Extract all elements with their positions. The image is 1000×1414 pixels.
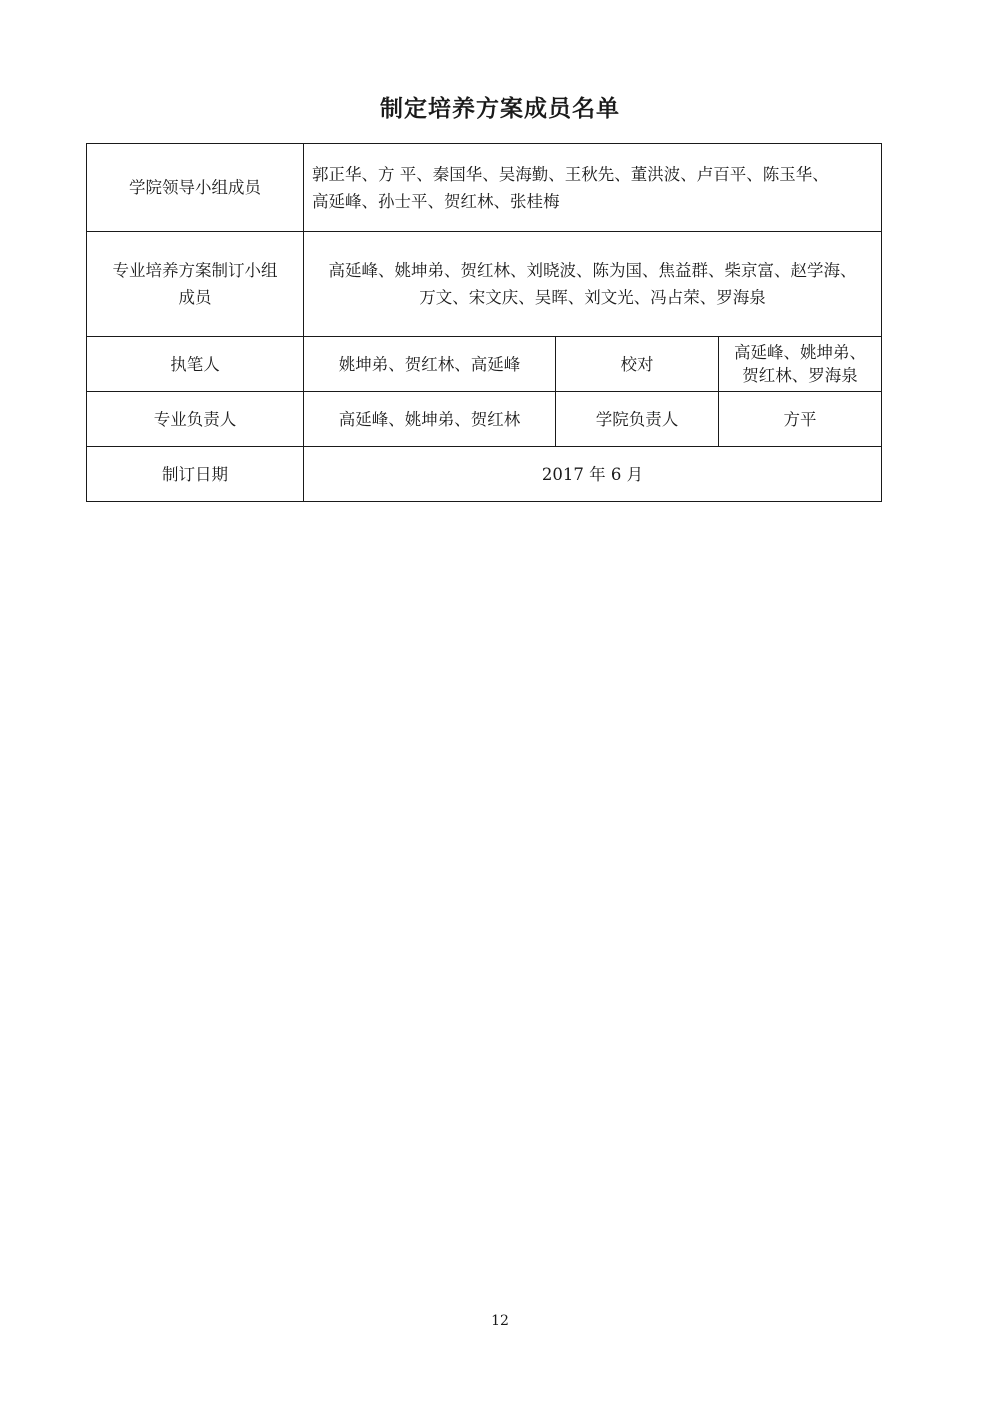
leadership-label: 学院领导小组成员	[129, 178, 261, 197]
leadership-members-line1: 郭正华、方 平、秦国华、吴海勤、王秋先、董洪波、卢百平、陈玉华、	[312, 164, 829, 184]
document-title: 制定培养方案成员名单	[380, 96, 620, 122]
date-label-cell	[87, 447, 304, 502]
leadership-members-cell	[304, 144, 882, 232]
leadership-members-line2: 高延峰、孙士平、贺红林、张桂梅	[312, 191, 560, 211]
proofread-label-cell	[556, 337, 719, 392]
date-value-cell	[304, 447, 882, 502]
proofread-value-line1: 高延峰、姚坤弟、	[734, 343, 867, 362]
college-head-label-cell	[556, 392, 719, 447]
table-row-date	[87, 447, 882, 502]
date-value: 2017 年 6 月	[541, 464, 644, 484]
table-row-major-head	[87, 392, 882, 447]
drafting-group-label-line2: 成员	[178, 288, 212, 307]
major-head-label-cell	[87, 392, 304, 447]
college-head-value: 方平	[783, 409, 817, 429]
college-head-value-cell	[719, 392, 882, 447]
writers-label-cell	[87, 337, 304, 392]
table-row-writers	[87, 337, 882, 392]
proofread-value-cell	[719, 337, 882, 392]
major-head-label: 专业负责人	[153, 409, 237, 429]
writers-value-cell	[304, 337, 556, 392]
table-row-drafting-group	[87, 232, 882, 337]
drafting-group-label-cell	[87, 232, 304, 337]
page-number: 12	[491, 1313, 509, 1329]
major-head-value: 高延峰、姚坤弟、贺红林	[338, 409, 521, 429]
drafting-group-label-line1: 专业培养方案制订小组	[112, 261, 278, 280]
writers-label: 执笔人	[170, 354, 220, 374]
drafting-group-members-line2: 万文、宋文庆、吴晖、刘文光、冯占荣、罗海泉	[419, 288, 766, 307]
leadership-label-cell	[87, 144, 304, 232]
writers-value: 姚坤弟、贺红林、高延峰	[338, 354, 521, 374]
member-roster-table	[86, 143, 882, 502]
college-head-label: 学院负责人	[595, 409, 679, 429]
major-head-value-cell	[304, 392, 556, 447]
date-label: 制订日期	[162, 464, 228, 484]
drafting-group-members-line1: 高延峰、姚坤弟、贺红林、刘晓波、陈为国、焦益群、柴京富、赵学海、	[328, 261, 857, 280]
proofread-value-line2: 贺红林、罗海泉	[742, 366, 858, 385]
drafting-group-members-cell	[304, 232, 882, 337]
proofread-label: 校对	[620, 354, 654, 374]
table-row-leadership	[87, 144, 882, 232]
